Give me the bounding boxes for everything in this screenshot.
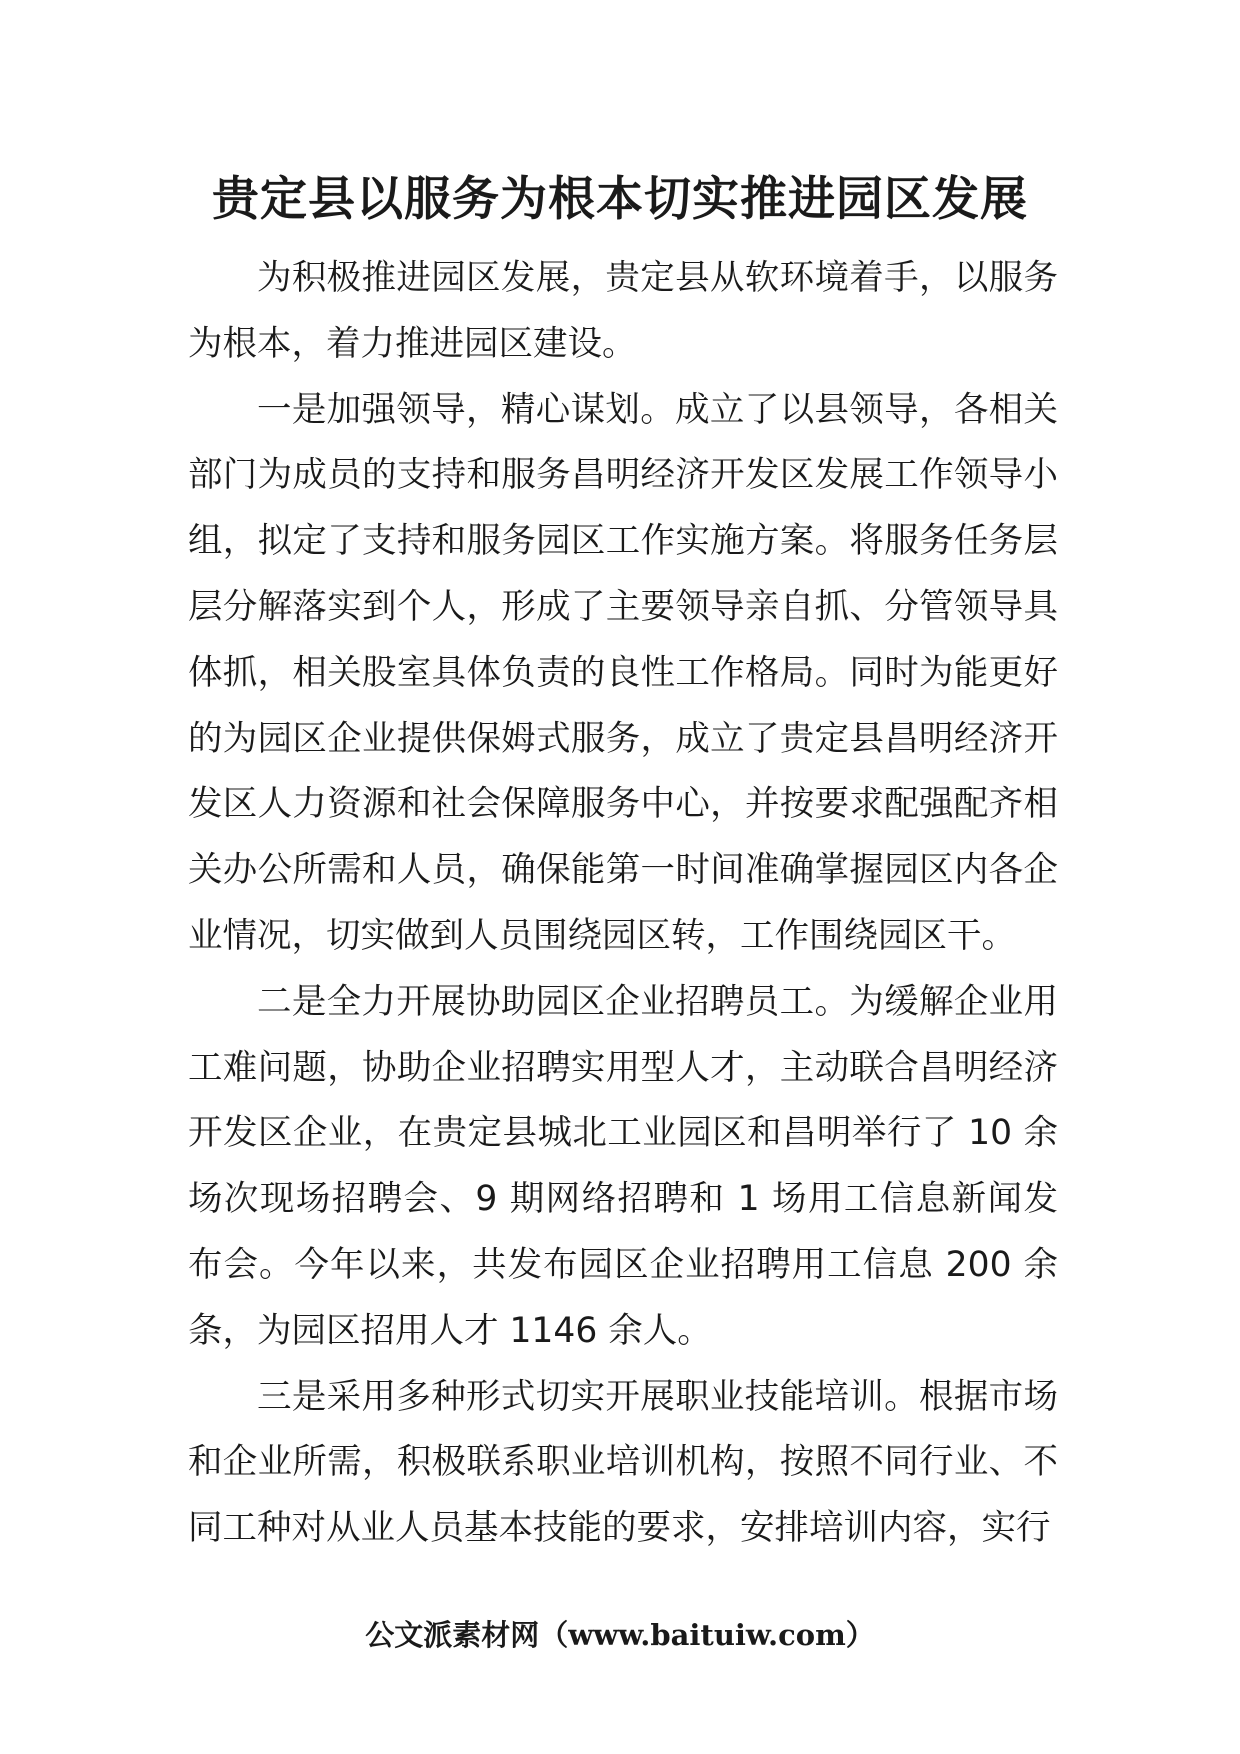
document-body [188,246,1058,1562]
page-footer [0,1611,1240,1659]
paragraph-training: 三是采用多种形式切实开展职业技能培训。根据市场和企业所需，积极联系职业培训机构，按照不同行业、不同工种对从业人员基本技能的要求，安排培训内容，实行 [188,1376,1058,1549]
document-title: 贵定县以服务为根本切实推进园区发展 [212,172,1028,227]
paragraph-intro: 为积极推进园区发展，贵定县从软环境着手，以服务为根本，着力推进园区建设。 [188,258,1058,364]
paragraph-recruitment: 二是全力开展协助园区企业招聘员工。为缓解企业用工难问题，协助企业招聘实用型人才，主动联合昌明经济开发区企业，在贵定县城北工业园区和昌明举行了 10 余场次现场招聘会、9 期网络招聘和 1 场用工信息新闻发布会。今年以来，共发布园区企业招聘用工信息 200 余条，为园区招用人才 1146 余人。 [188,981,1058,1351]
paragraph-leadership: 一是加强领导，精心谋划。成立了以县领导，各相关部门为成员的支持和服务昌明经济开发区发展工作领导小组，拟定了支持和服务园区工作实施方案。将服务任务层层分解落实到个人，形成了主要领导亲自抓、分管领导具体抓，相关股室具体负责的良性工作格局。同时为能更好的为园区企业提供保姆式服务，成立了贵定县昌明经济开发区人力资源和社会保障服务中心，并按要求配强配齐相关办公所需和人员，确保能第一时间准确掌握园区内各企业情况，切实做到人员围绕园区转，工作围绕园区干。 [188,389,1058,956]
footer-site-url[interactable]: （www.baituiw.com） [539,1618,875,1652]
footer-site-name: 公文派素材网 [365,1618,540,1652]
